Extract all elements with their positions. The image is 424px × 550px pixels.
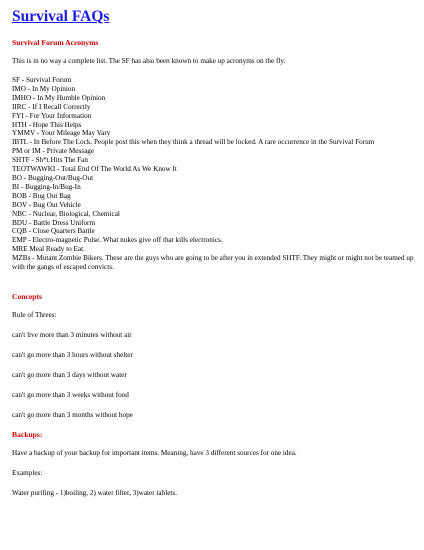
rule-item: can't go more than 3 days without water [12, 370, 127, 379]
rule-item: can't go more than 3 hours without shelter [12, 350, 133, 359]
acronym-item: EMP - Electro-magnetic Pulse. What nukes give off that kills electronics. [12, 236, 223, 245]
examples-label: Examples: [12, 468, 43, 477]
document-page [12, 8, 414, 498]
page-title[interactable]: Survival FAQs [12, 8, 110, 25]
acronym-item: IIRC - If I Recall Correctly [12, 102, 91, 111]
acronyms-heading: Survival Forum Acronyms [12, 38, 99, 47]
acronym-item: HTH - Hope This Helps [12, 120, 82, 129]
acronym-item: MZBs - Mutant Zombie Bikers. These are the guys who are going to be after you in extended SHTF. They might or might not be teamed up with the gangs of escaped convicts. [12, 254, 414, 272]
acronym-item: SHTF - Sh*t Hits The Fan [12, 156, 88, 165]
acronym-item: MRE Meal Ready to Eat. [12, 245, 85, 254]
rule-item: can't go more than 3 weeks without food [12, 390, 129, 399]
acronym-item: BOV - Bug Out Vehicle [12, 200, 81, 209]
rule-of-threes-label: Rule of Threes: [12, 310, 57, 319]
example-item: Water purifing - 1)boiling, 2) water filter, 3)water tablets. [12, 488, 177, 497]
acronym-item: TEOTWAWKI - Total End Of The World As We Know It [12, 165, 177, 174]
acronym-item: FYI - For Your Information [12, 111, 92, 120]
acronym-item: IMO - In My Opinion [12, 84, 76, 93]
acronym-item: BI - Bugging-In/Bug-In [12, 182, 81, 191]
rule-item: can't go more than 3 months without hope [12, 410, 133, 419]
acronym-item: BOB - Bug Out Bag [12, 191, 71, 200]
acronym-list [12, 76, 414, 272]
acronym-item: CQB - Close Quarters Battle [12, 227, 95, 236]
acronym-item: BDU - Battle Dress Uniform [12, 218, 96, 227]
backups-heading: Backups: [12, 429, 43, 439]
acronym-item: YMMV - Your Mileage May Vary [12, 129, 111, 138]
rule-item: can't live more than 3 minutes without air [12, 330, 132, 339]
acronym-item: PM or IM - Private Message [12, 147, 95, 156]
backups-intro: Have a backup of your backup for important items. Meaning, have 3 different sources for one idea. [12, 448, 297, 457]
acronyms-intro: This is in no way a complete list. The SF has also been known to make up acronyms on the fly. [12, 57, 286, 65]
acronym-item: IMHO - In My Humble Opinion [12, 93, 106, 102]
concepts-heading: Concepts [12, 291, 42, 301]
acronym-item: BO - Bugging-Out/Bug-Out [12, 173, 94, 182]
acronym-item: NBC - Nuclear, Biological, Chemical [12, 209, 120, 218]
acronym-item: SF - Survival Forum [12, 76, 72, 84]
acronym-item: IBTL - In Before The Lock. People post this when they think a thread will be locked. A rare occurrence in the Survival Forum [12, 138, 375, 147]
